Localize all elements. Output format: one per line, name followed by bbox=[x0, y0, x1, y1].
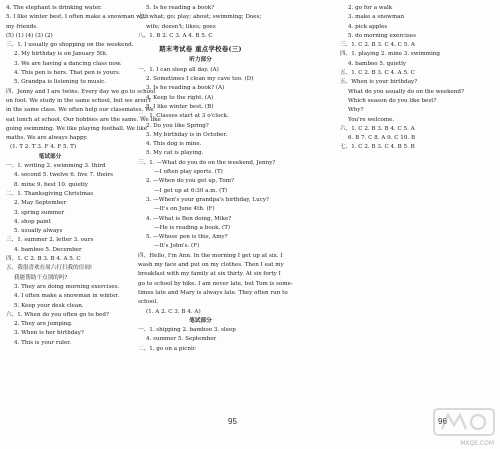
text-line: 一、1. shipping 2. bamboo 3. sleep bbox=[138, 327, 236, 334]
text-line: 4. This is your ruler. bbox=[14, 339, 72, 346]
text-line: 4. second 5. twelve 6. five 7. theirs bbox=[14, 172, 113, 179]
text-line: 八、1. B 2. C 3. A 4. B 5. C bbox=[138, 32, 213, 39]
text-line: 七、what; go; play; about; swimming; Does; bbox=[138, 14, 262, 21]
text-line: (1. A 2. C 3. B 4. A) bbox=[146, 308, 201, 315]
text-line: 三、1. C 2. B 3. C 4. C 5. A bbox=[340, 42, 415, 49]
text-line: 一、1. writing 2. swimming 3. third bbox=[6, 163, 106, 170]
text-line: 3. —When's your grandpa's birthday, Lucy? bbox=[146, 196, 270, 203]
text-line: 5. I like winter best. (B) bbox=[146, 103, 214, 110]
text-line: —I often play sports. (T) bbox=[154, 169, 223, 176]
text-line: 3. Is he reading a book? (A) bbox=[146, 85, 225, 92]
text-line: 二、1. Thanksgiving Christmas bbox=[6, 190, 94, 197]
text-line: eat lunch at school. Our hobbies are the same. We like bbox=[6, 116, 161, 123]
text-line: 二、1. Classes start at 3 o'clock. bbox=[138, 113, 229, 120]
answer-column-2 bbox=[138, 4, 293, 354]
text-line: What do you usually do on the weekend? bbox=[348, 88, 464, 95]
section-heading: 听力部分 bbox=[189, 57, 212, 64]
text-line: go to school by bike. I am never late, but Tom is some- bbox=[138, 280, 293, 287]
text-line: 5. —Whose pen is this, Amy? bbox=[146, 234, 228, 241]
text-line: 8. mine 9. best 10. quietly bbox=[14, 181, 88, 188]
text-line: wash my face and put on my clothes. Then I eat my bbox=[138, 262, 284, 269]
text-line: (5) (1) (4) (3) (2) bbox=[6, 32, 53, 39]
text-line: 4. I often make a snowman in winter. bbox=[14, 293, 120, 300]
text-line: 二、1. go on a picnic bbox=[138, 345, 196, 352]
text-line: 2. —When do you get up, Tom? bbox=[146, 178, 235, 185]
text-line: Which season do you like best? bbox=[348, 97, 437, 104]
text-line: 4. bamboo 5. quietly bbox=[348, 60, 407, 67]
text-line: (1. T 2. T 3. F 4. F 5. T) bbox=[10, 144, 77, 151]
text-line: 六、1. C 2. B 3. B 4. C 5. A bbox=[340, 125, 415, 132]
answer-column-3 bbox=[340, 4, 490, 153]
text-line: 3. We are having a dancing class now. bbox=[14, 60, 122, 67]
text-line: 五、我很喜欢在周六打扫我的房间! bbox=[6, 265, 93, 272]
text-line: 五、1. C 2. B 3. C 4. A 5. C bbox=[340, 70, 415, 77]
text-line: breakfast with my family at six thirty. At six forty I bbox=[138, 271, 281, 278]
text-line: 4. The elephant is drinking water. bbox=[6, 5, 102, 11]
text-line: 五、When is your birthday? bbox=[340, 79, 418, 86]
text-line: You're welcome. bbox=[348, 116, 395, 123]
text-line: 四、1. C 2. B 3. B 4. A 5. C bbox=[6, 256, 81, 263]
text-line: 5. My cat is playing. bbox=[146, 150, 204, 157]
text-line: 4. This pen is hers. That pen is yours. bbox=[14, 70, 121, 77]
text-line: 六、1. When do you often go to bed? bbox=[6, 311, 109, 318]
text-line: 2. Sometimes I clean my cave too. (D) bbox=[146, 76, 254, 83]
text-line: —It's John's. (F) bbox=[154, 243, 200, 250]
answer-column-1 bbox=[6, 4, 161, 348]
text-line: school. bbox=[138, 299, 158, 306]
text-line: —I get up at 6:30 a.m. (T) bbox=[154, 187, 228, 194]
text-line: 四、Hello, I'm Ann. In the morning I get up at six. I bbox=[138, 252, 283, 259]
text-line: in the same class. We often help our classmates. We bbox=[6, 107, 154, 114]
text-line: 4. —What is Ben doing, Mike? bbox=[146, 215, 232, 222]
text-line: 2. They are jumping. bbox=[14, 321, 73, 328]
text-line: 一、1. I can sleep all day. (A) bbox=[138, 66, 219, 73]
text-line: 3. My birthday is in October. bbox=[146, 131, 228, 138]
watermark-logo-icon bbox=[432, 405, 496, 445]
text-line: 我能帮助干点别的吗? bbox=[14, 274, 68, 281]
page-number-left: 95 bbox=[228, 417, 237, 426]
text-line: on foot. We study in the same school, but we aren't bbox=[6, 97, 152, 104]
text-line: 5. Keep your desk clean. bbox=[14, 302, 84, 309]
text-line: 4. pick apples bbox=[348, 23, 388, 30]
text-line: 三、1. I usually go shopping on the weekend. bbox=[6, 42, 134, 49]
text-line: 5. I like winter best. I often make a snowman with bbox=[6, 14, 149, 21]
section-heading: 笔试部分 bbox=[189, 317, 212, 324]
text-line: 3. They are doing morning exercises. bbox=[14, 283, 120, 290]
text-line: 四、1. playing 2. mine 3. swimming bbox=[340, 51, 440, 58]
text-line: 5. Is he reading a book? bbox=[146, 5, 215, 11]
text-line: Why? bbox=[348, 107, 364, 114]
text-line: —He is reading a book. (T) bbox=[154, 224, 231, 231]
text-line: 4. Keep to the right. (A) bbox=[146, 94, 214, 101]
text-line: 3. When is her birthday? bbox=[14, 330, 84, 337]
text-line: 6. B 7. C 8. A 9. C 10. B bbox=[348, 135, 416, 142]
text-line: 三、1. —What do you do on the weekend, Jenny? bbox=[138, 159, 276, 166]
text-line: 2. go for a walk bbox=[348, 5, 393, 11]
text-line: 4. summer 5. September bbox=[146, 336, 217, 343]
text-line: 2. My birthday is on January 5th. bbox=[14, 51, 108, 58]
text-line: 5. usually always bbox=[14, 228, 63, 235]
text-line: going swimming. We like playing football. We like bbox=[6, 125, 148, 132]
text-line: 4. This dog is mine. bbox=[146, 141, 202, 148]
text-line: wife; doesn't; likes; goes bbox=[146, 23, 216, 30]
watermark-text: MXQE.COM bbox=[460, 440, 494, 447]
text-line: 2. Do you like Spring? bbox=[146, 122, 209, 129]
text-line: 三、1. summer 2. letter 3. ours bbox=[6, 237, 94, 244]
text-line: my friends. bbox=[6, 23, 38, 30]
text-line: 七、1. C 2. B 3. C 4. B 5. B bbox=[340, 144, 415, 151]
text-line: maths. We are always happy. bbox=[6, 135, 88, 142]
text-line: 5. do morning exercises bbox=[348, 32, 416, 39]
text-line: 5. Grandpa is listening to music. bbox=[14, 79, 107, 86]
text-line: —It's on June 4th. (F) bbox=[154, 206, 215, 213]
page-number-right: 96 bbox=[438, 417, 447, 426]
section-heading: 笔试部分 bbox=[38, 153, 62, 160]
text-line: 3. spring summer bbox=[14, 209, 65, 216]
text-line: times late and Mary is always late. They often run to bbox=[138, 289, 288, 296]
text-line: 4. bamboo 5. December bbox=[14, 246, 82, 253]
exam-title: 期末考试卷 重点学校卷(三) bbox=[159, 45, 242, 54]
text-line: 3. make a snowman bbox=[348, 14, 405, 21]
text-line: 四、Jenny and I are twins. Every day we go to school bbox=[6, 88, 156, 95]
text-line: 4. shop paint bbox=[14, 218, 51, 225]
text-line: 2. May September bbox=[14, 200, 67, 207]
